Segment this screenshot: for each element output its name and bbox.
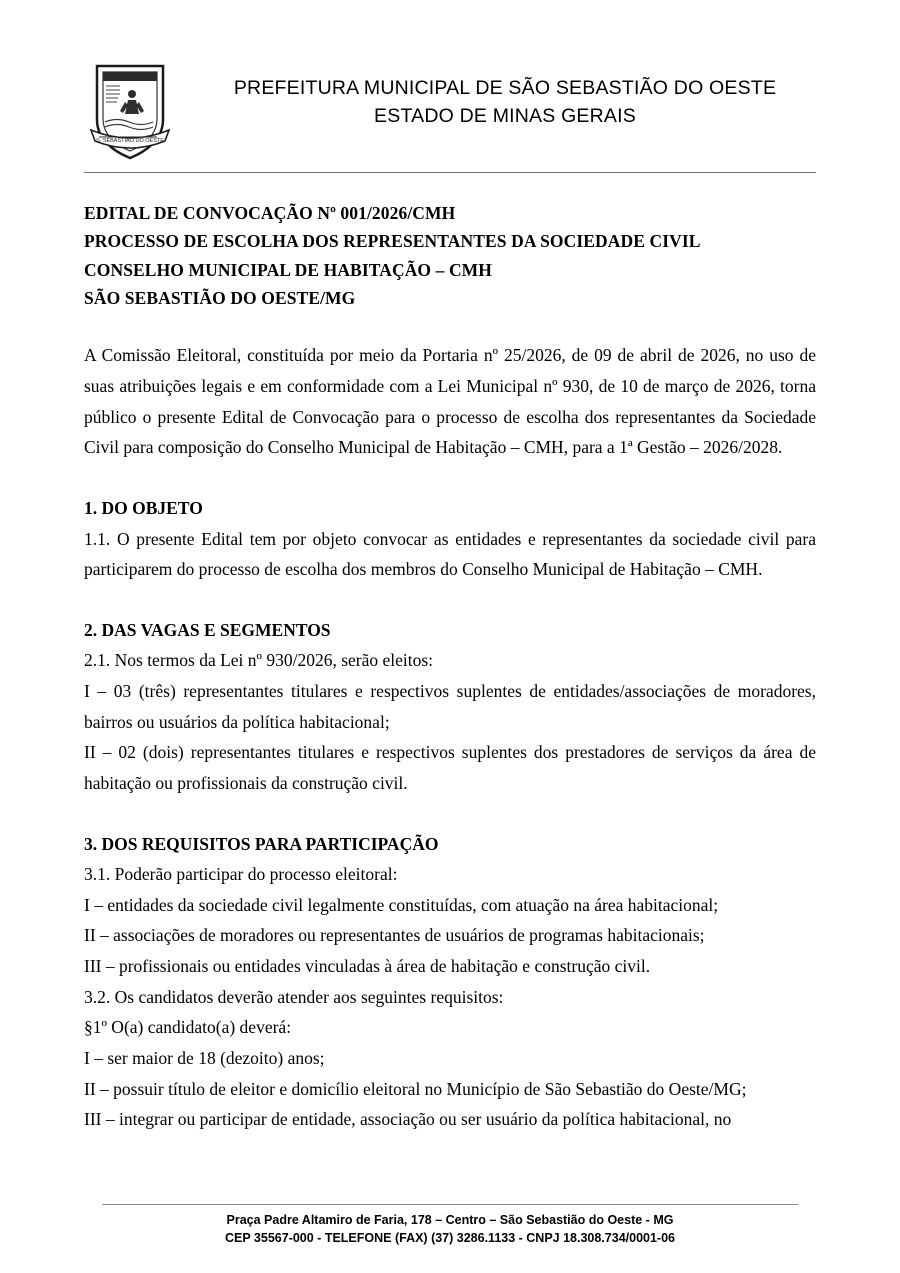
section-2-line-1: 2.1. Nos termos da Lei nº 930/2026, serão eleitos: (84, 650, 434, 671)
edital-title-line-4: SÃO SEBASTIÃO DO OESTE/MG (84, 288, 356, 309)
section-1-line-1: 1.1. O presente Edital tem por objeto convocar as entidades e representantes da sociedade civil para participarem do processo de escolha dos membros do Conselho Municipal de Habitação – CMH. (84, 528, 816, 580)
section-heading-3: 3. DOS REQUISITOS PARA PARTICIPAÇÃO (84, 833, 439, 854)
section-3-line-4: III – profissionais ou entidades vinculadas à área de habitação e construção civil. (84, 956, 651, 976)
section-3-line-7: I – ser maior de 18 (dezoito) anos; (84, 1047, 325, 1068)
footer-line-1: Praça Padre Altamiro de Faria, 178 – Centro – São Sebastião do Oeste - MG (226, 1212, 674, 1227)
header-title-line-2: ESTADO DE MINAS GERAIS (374, 105, 636, 128)
section-3-line-2: I – entidades da sociedade civil legalmente constituídas, com atuação na área habitacional; (84, 894, 719, 915)
document-header (84, 52, 816, 162)
edital-title-block (84, 199, 816, 312)
section-3-line-1: 3.1. Poderão participar do processo eleitoral: (84, 864, 398, 885)
section-3-line-9: III – integrar ou participar de entidade, associação ou ser usuário da política habitacional, no (84, 1109, 732, 1130)
footer-divider (102, 1204, 798, 1205)
edital-title-line-1: EDITAL DE CONVOCAÇÃO Nº 001/2026/CMH (84, 203, 456, 223)
footer-line-2: CEP 35567-000 - TELEFONE (FAX) (37) 3286.1133 - CNPJ 18.308.734/0001-06 (224, 1230, 676, 1245)
section-3-line-3: II – associações de moradores ou representantes de usuários de programas habitacionais; (84, 925, 705, 946)
header-titles (194, 52, 816, 131)
section-2-line-2: I – 03 (três) representantes titulares e respectivos suplentes de entidades/associações de moradores, bairros ou usuários da política habitacional; (84, 681, 816, 732)
header-divider (84, 172, 816, 173)
section-3-line-5: 3.2. Os candidatos deverão atender aos seguintes requisitos: (84, 986, 504, 1007)
svg-text:S. SEBASTIAO DO OESTE: S. SEBASTIAO DO OESTE (96, 138, 164, 144)
edital-title-line-2: PROCESSO DE ESCOLHA DOS REPRESENTANTES DA SOCIEDADE CIVIL (84, 231, 701, 252)
document-footer (84, 1204, 816, 1247)
section-3-line-6: §1º O(a) candidato(a) deverá: (84, 1017, 292, 1038)
section-2-line-3: II – 02 (dois) representantes titulares e respectivos suplentes dos prestadores de serviços da área de habitação ou profissionais da construção civil. (84, 742, 816, 793)
intro-paragraph: A Comissão Eleitoral, constituída por meio da Portaria nº 25/2026, de 09 de abril de 2026, no uso de suas atribuições legais e em conformidade com a Lei Municipal nº 930, de 10 de março de 2026, torna público o presente Edital de Convocação para o processo de escolha dos representantes da Sociedade Civil para composição do Conselho Municipal de Habitação – CMH, para a 1ª Gestão – 2026/2028. (84, 345, 816, 458)
coat-of-arms-icon (84, 52, 176, 162)
section-heading-2: 2. DAS VAGAS E SEGMENTOS (84, 619, 331, 640)
header-title-line-1: PREFEITURA MUNICIPAL DE SÃO SEBASTIÃO DO OESTE (233, 77, 777, 99)
edital-title-line-3: CONSELHO MUNICIPAL DE HABITAÇÃO – CMH (84, 259, 493, 280)
section-heading-1: 1. DO OBJETO (84, 497, 203, 518)
section-3-line-8: II – possuir título de eleitor e domicílio eleitoral no Município de São Sebastião do Oeste/MG; (84, 1078, 747, 1099)
